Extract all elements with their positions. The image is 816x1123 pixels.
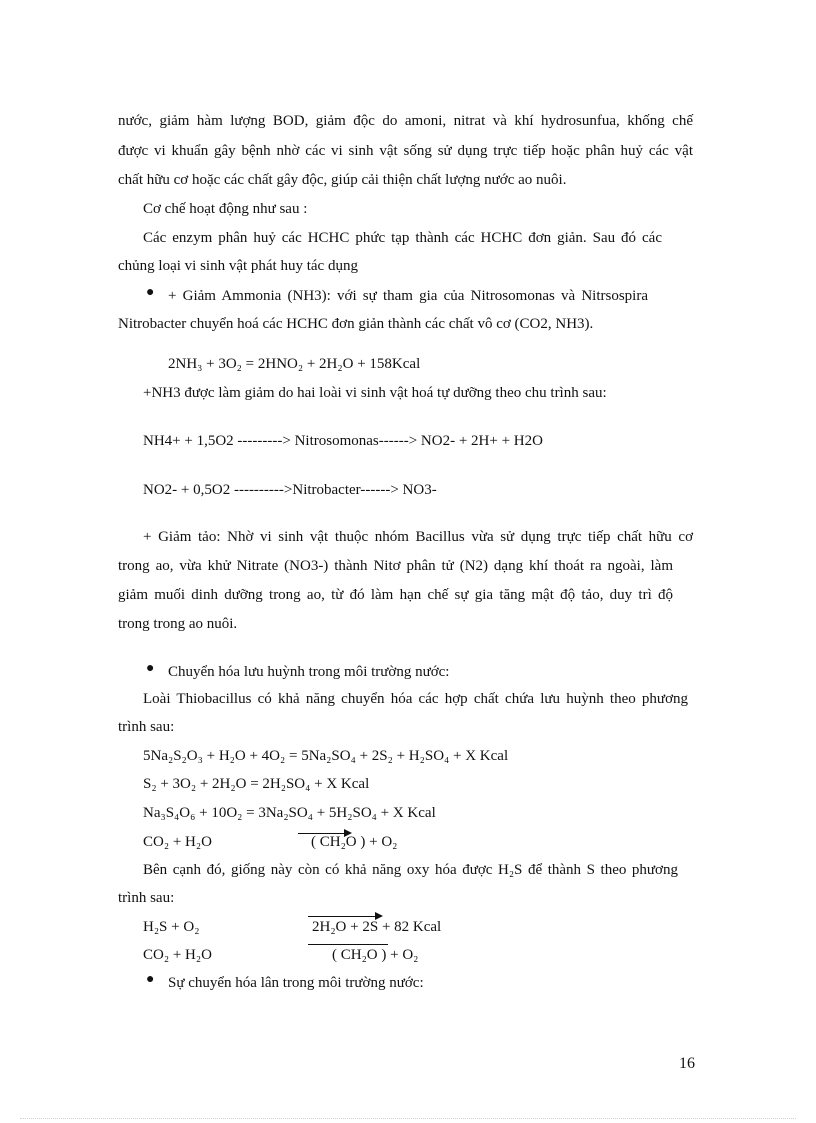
nitrification-step-1: NH4+ + 1,5O2 ---------> Nitrosomonas------> NO2- + 2H+ + H2O	[143, 433, 543, 449]
paragraph-line: + Giảm tảo: Nhờ vi sinh vật thuộc nhóm Bacillus vừa sử dụng trực tiếp chất hữu cơ	[143, 529, 693, 545]
bullet-icon: ●	[146, 285, 155, 300]
sulfur-equation: S₂ + 3O₂ + 2H₂O = 2H₂SO₄ + X Kcal	[143, 776, 370, 792]
h2s-equation-left: H₂S + O₂	[143, 919, 200, 935]
paragraph-line: trong trong ao nuôi.	[118, 616, 238, 632]
paragraph-line: nước, giảm hàm lượng BOD, giảm độc do amoni, nitrat và khí hydrosunfua, khống chế	[118, 113, 693, 129]
nitrification-step-2: NO2- + 0,5O2 ---------->Nitrobacter------> NO3-	[143, 482, 437, 498]
mechanism-title: Cơ chế hoạt động như sau :	[143, 201, 308, 217]
paragraph-line: trình sau:	[118, 890, 175, 906]
paragraph-line: Loài Thiobacillus có khả năng chuyển hóa các hợp chất chứa lưu huỳnh theo phương	[143, 691, 688, 707]
page-bottom-border	[20, 1118, 796, 1119]
bullet-icon: ●	[146, 972, 155, 987]
paragraph-line: Bên cạnh đó, giống này còn có khả năng oxy hóa được H₂S để thành S theo phương	[143, 862, 678, 878]
equation: 2NH₃ + 3O₂ = 2HNO₂ + 2H₂O + 158Kcal	[168, 356, 421, 372]
reaction-arrow	[308, 944, 388, 945]
h2s-equation-right: ( CH₂O ) + O₂	[332, 947, 419, 963]
page-number: 16	[679, 1055, 695, 1072]
bullet-text: + Giảm Ammonia (NH3): với sự tham gia của Nitrosomonas và Nitrsospira	[168, 288, 648, 304]
paragraph-line: Các enzym phân huỷ các HCHC phức tạp thành các HCHC đơn giản. Sau đó các	[143, 230, 662, 246]
bullet-icon: ●	[146, 661, 155, 676]
h2s-equation-left: CO₂ + H₂O	[143, 947, 212, 963]
paragraph-line: chất hữu cơ hoặc các chất gây độc, giúp cải thiện chất lượng nước ao nuôi.	[118, 172, 567, 188]
paragraph-line: giảm muối dinh dưỡng trong ao, từ đó làm hạn chế sự gia tăng mật độ tảo, duy trì độ	[118, 587, 673, 603]
sulfur-equation-left: CO₂ + H₂O	[143, 834, 212, 850]
sulfur-equation: 5Na₂S₂O₃ + H₂O + 4O₂ = 5Na₂SO₄ + 2S₂ + H₂SO₄ + X Kcal	[143, 748, 509, 764]
h2s-equation-right: 2H₂O + 2S + 82 Kcal	[312, 919, 442, 935]
paragraph-line: trình sau:	[118, 719, 175, 735]
reaction-arrow	[308, 916, 380, 917]
bullet-text: Chuyển hóa lưu huỳnh trong môi trường nước:	[168, 664, 450, 680]
nh3-reduction-text: +NH3 được làm giảm do hai loài vi sinh vật hoá tự dưỡng theo chu trình sau:	[143, 385, 607, 401]
bullet-text-continued: Nitrobacter chuyển hoá các HCHC đơn giản thành các chất vô cơ (CO2, NH3).	[118, 316, 594, 332]
paragraph-line: được vi khuẩn gây bệnh nhờ các vi sinh vật sống sử dụng trực tiếp hoặc phân huỷ các vật	[118, 143, 693, 159]
bullet-text: Sự chuyển hóa lân trong môi trường nước:	[168, 975, 424, 991]
sulfur-equation: Na₃S₄O₆ + 10O₂ = 3Na₂SO₄ + 5H₂SO₄ + X Kcal	[143, 805, 436, 821]
sulfur-equation-right: ( CH₂O ) + O₂	[311, 834, 398, 850]
paragraph-line: chủng loại vi sinh vật phát huy tác dụng	[118, 258, 358, 274]
paragraph-line: trong ao, vừa khử Nitrate (NO3-) thành Nitơ phân tử (N2) dạng khí thoát ra ngoài, làm	[118, 558, 673, 574]
